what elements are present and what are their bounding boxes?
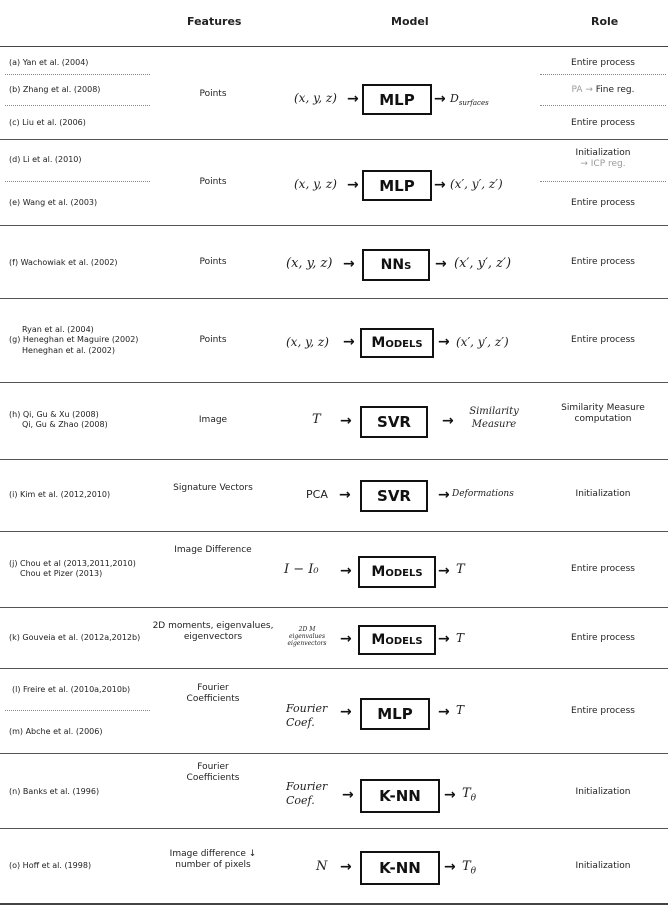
model-input: Fourier Coef.	[286, 702, 328, 729]
model-box: MLP	[360, 698, 430, 730]
ref-citation: Ryan et al. (2004)	[22, 325, 94, 334]
sub-row-divider	[540, 74, 666, 75]
table-row	[0, 532, 668, 608]
role-cell: Entire process	[571, 58, 635, 68]
feature-cell: Image	[198, 415, 228, 425]
table-row	[0, 460, 668, 532]
model-box: Models	[360, 328, 434, 358]
role-cell: Initialization	[575, 787, 631, 797]
ref-citation: (l) Freire et al. (2010a,2010b)	[12, 685, 131, 694]
feature-cell: Image difference ↓ number of pixels	[169, 849, 257, 870]
model-output: Similarity Measure	[469, 406, 519, 430]
role-cell: Entire process	[571, 257, 635, 267]
model-cell	[280, 299, 538, 382]
role-cell: PA → Fine reg.	[571, 85, 635, 95]
feature-cell: Image Difference	[174, 545, 252, 555]
arrow-icon: →	[444, 787, 456, 803]
sub-row-divider	[540, 181, 666, 182]
ref-citation: (f) Wachowiak et al. (2002)	[9, 258, 118, 267]
header-role: Role	[591, 15, 619, 28]
role-cell: Entire process	[571, 118, 635, 128]
ref-citation: (h) Qi, Gu & Xu (2008)	[9, 410, 99, 419]
feature-cell: Fourier Coefficients	[186, 683, 240, 704]
ref-citation: Heneghan et al. (2002)	[22, 346, 116, 355]
model-output: $T_\theta$	[462, 859, 477, 877]
model-input: (x, y, z)	[294, 177, 337, 191]
role-cell: Entire process	[571, 198, 635, 208]
ref-citation: (d) Li et al. (2010)	[9, 155, 82, 164]
model-box: K-NN	[360, 851, 440, 885]
role-cell: Entire process	[571, 335, 635, 345]
model-cell	[280, 669, 538, 753]
arrow-icon: →	[347, 91, 359, 107]
feature-cell: 2D moments, eigenvalues, eigenvectors	[152, 621, 274, 642]
feature-cell: Points	[199, 257, 227, 267]
arrow-icon: →	[342, 787, 354, 803]
table-header	[0, 0, 670, 46]
header-features: Features	[187, 15, 242, 28]
model-cell	[280, 383, 538, 459]
role-cell: Similarity Measure computation	[561, 403, 645, 424]
table-row	[0, 608, 668, 669]
arrow-icon: →	[435, 256, 447, 272]
ref-citation: (e) Wang et al. (2003)	[9, 198, 98, 207]
arrow-icon: →	[339, 487, 351, 503]
table-row	[0, 226, 668, 299]
model-cell	[280, 754, 538, 828]
table-row	[0, 140, 668, 226]
model-output: $D_{surfaces}$	[450, 92, 489, 108]
model-output: $T_\theta$	[462, 786, 477, 804]
model-output: (x′, y′, z′)	[450, 177, 503, 191]
model-cell	[280, 226, 538, 298]
model-output: T	[456, 562, 465, 577]
ref-citation: (b) Zhang et al. (2008)	[9, 85, 101, 94]
model-input: (x, y, z)	[286, 335, 329, 349]
sub-row-divider	[5, 105, 150, 106]
arrow-icon: →	[434, 177, 446, 193]
table-bottom-rule	[0, 903, 668, 905]
model-box: MLP	[362, 170, 432, 201]
table-row	[0, 47, 668, 140]
arrow-icon: →	[343, 256, 355, 272]
sub-row-divider	[5, 710, 150, 711]
model-box: Models	[358, 556, 436, 588]
model-box: NNs	[362, 249, 430, 281]
ref-citation: (m) Abche et al. (2006)	[9, 727, 103, 736]
ref-citation: (o) Hoff et al. (1998)	[9, 861, 92, 870]
feature-cell: Points	[199, 177, 227, 187]
model-cell	[280, 532, 538, 607]
model-input: I − I₀	[284, 562, 319, 577]
arrow-icon: →	[340, 704, 352, 720]
model-input: (x, y, z)	[294, 91, 337, 105]
arrow-icon: →	[340, 631, 352, 647]
model-cell	[280, 829, 538, 903]
model-input: (x, y, z)	[286, 256, 333, 271]
arrow-icon: →	[438, 487, 450, 503]
role-cell: Initialization	[575, 489, 631, 499]
arrow-icon: →	[340, 563, 352, 579]
ref-citation: (n) Banks et al. (1996)	[9, 787, 100, 796]
model-box: MLP	[362, 84, 432, 115]
model-output: T	[456, 631, 465, 645]
arrow-icon: →	[343, 334, 355, 350]
model-box: SVR	[360, 480, 428, 512]
model-output: (x′, y′, z′)	[456, 335, 509, 349]
table-row	[0, 383, 668, 460]
model-output: T	[456, 703, 465, 717]
model-input: 2D M eigenvalues eigenvectors	[287, 626, 327, 647]
arrow-icon: →	[340, 859, 352, 875]
ref-citation: (k) Gouveia et al. (2012a,2012b)	[9, 633, 141, 642]
arrow-icon: →	[444, 859, 456, 875]
role-cell: Entire process	[571, 633, 635, 643]
feature-cell: Signature Vectors	[173, 483, 253, 493]
ref-citation: (j) Chou et al (2013,2011,2010)	[9, 559, 136, 568]
sub-row-divider	[5, 181, 150, 182]
model-cell	[280, 47, 538, 139]
model-box: K-NN	[360, 779, 440, 813]
sub-row-divider	[5, 74, 150, 75]
arrow-icon: →	[438, 334, 450, 350]
feature-cell: Fourier Coefficients	[186, 762, 240, 783]
model-input: N	[316, 859, 328, 874]
table-row	[0, 299, 668, 383]
model-input: PCA	[306, 488, 328, 501]
feature-cell: Points	[199, 89, 227, 99]
feature-cell: Points	[199, 335, 227, 345]
arrow-icon: →	[442, 413, 454, 429]
model-output: Deformations	[452, 489, 514, 499]
ref-citation: (c) Liu et al. (2006)	[9, 118, 86, 127]
model-box: SVR	[360, 406, 428, 438]
role-cell: Entire process	[571, 564, 635, 574]
model-cell	[280, 460, 538, 531]
model-output: (x′, y′, z′)	[454, 256, 512, 271]
arrow-icon: →	[347, 177, 359, 193]
arrow-icon: →	[438, 563, 450, 579]
ref-citation: (g) Heneghan et Maguire (2002)	[9, 335, 139, 344]
table-row	[0, 829, 668, 903]
role-cell: Initialization → ICP reg.	[575, 148, 631, 169]
role-cell: Entire process	[571, 706, 635, 716]
ref-citation: (a) Yan et al. (2004)	[9, 58, 89, 67]
model-box: Models	[358, 625, 436, 655]
arrow-icon: →	[438, 704, 450, 720]
role-cell: Initialization	[575, 861, 631, 871]
model-cell	[280, 140, 538, 225]
table-row	[0, 669, 668, 754]
header-model: Model	[391, 15, 429, 28]
sub-row-divider	[540, 105, 666, 106]
model-cell	[280, 608, 538, 668]
model-input: Fourier Coef.	[286, 780, 328, 807]
model-input: T	[312, 412, 321, 427]
arrow-icon: →	[434, 91, 446, 107]
ref-citation: (i) Kim et al. (2012,2010)	[9, 490, 111, 499]
arrow-icon: →	[438, 631, 450, 647]
ref-citation: Chou et Pizer (2013)	[20, 569, 103, 578]
table-row	[0, 754, 668, 829]
arrow-icon: →	[340, 413, 352, 429]
ref-citation: Qi, Gu & Zhao (2008)	[22, 420, 108, 429]
